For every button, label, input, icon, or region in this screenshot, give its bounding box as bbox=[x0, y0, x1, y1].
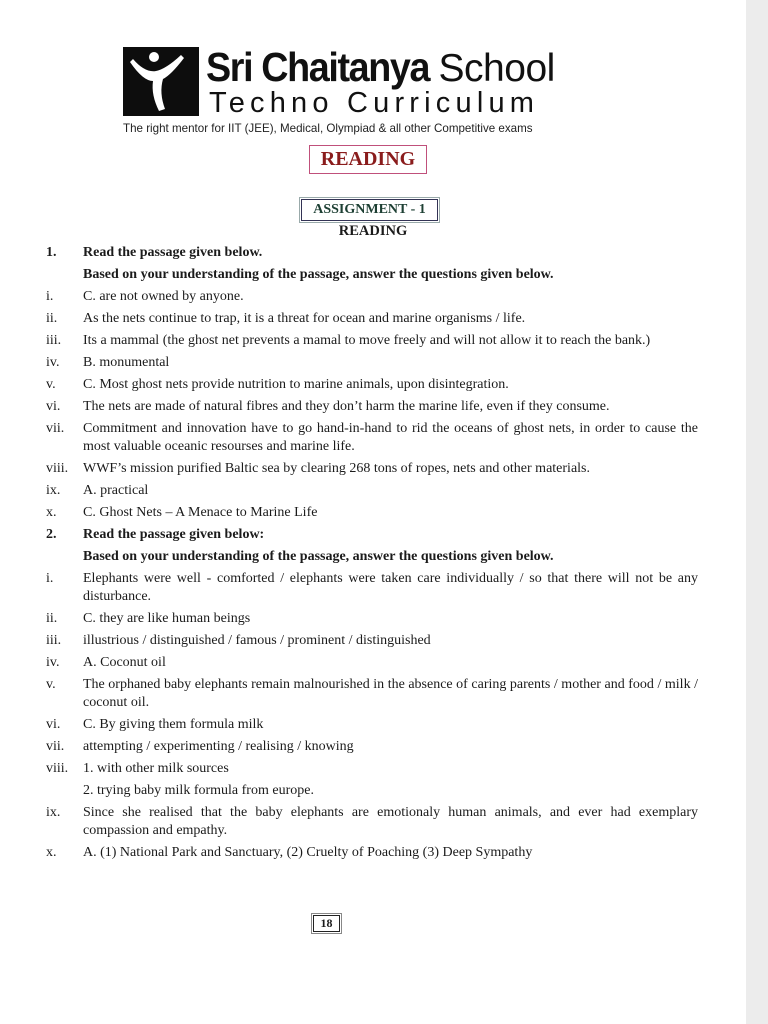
answer-number: v. bbox=[46, 377, 56, 392]
answer-row bbox=[46, 654, 698, 672]
subheading: READING bbox=[338, 223, 408, 239]
page-number: 18 bbox=[313, 915, 340, 932]
answer-number: ii. bbox=[46, 311, 58, 326]
answer-number: ii. bbox=[46, 611, 58, 626]
answer-row bbox=[46, 376, 698, 394]
answer-text: illustrious / distinguished / famous / prominent / distinguished bbox=[83, 633, 431, 648]
answer-number: iv. bbox=[46, 355, 60, 370]
answer-number: vi. bbox=[46, 717, 61, 732]
brand-title bbox=[206, 44, 555, 88]
answer-row bbox=[46, 310, 698, 328]
answer-number: vii. bbox=[46, 421, 65, 436]
brand-subtitle: Techno Curriculum bbox=[209, 87, 540, 119]
answer-text: WWF’s mission purified Baltic sea by clearing 268 tons of ropes, nets and other materials. bbox=[83, 461, 590, 476]
answer-number: ix. bbox=[46, 483, 61, 498]
answer-number: vii. bbox=[46, 739, 65, 754]
answer-row bbox=[46, 244, 698, 262]
answer-number: viii. bbox=[46, 761, 69, 776]
page-edge bbox=[746, 0, 768, 1024]
answer-text: Since she realised that the baby elephants are emotionaly human animals, and ever had exemplary compassion and empathy. bbox=[83, 805, 698, 838]
answer-row bbox=[46, 266, 698, 284]
answer-row bbox=[46, 482, 698, 500]
answer-text: The orphaned baby elephants remain malnourished in the absence of caring parents / mother and food / milk / coconut oil. bbox=[83, 677, 698, 710]
answer-text: 1. with other milk sources bbox=[83, 761, 229, 776]
answer-row bbox=[46, 716, 698, 734]
answer-text: Elephants were well - comforted / elephants were taken care individually / so that there will not be any disturbance. bbox=[83, 571, 698, 604]
answer-row bbox=[46, 738, 698, 756]
answer-row bbox=[46, 332, 698, 350]
answer-row bbox=[46, 760, 698, 778]
logo-figure-icon bbox=[123, 47, 199, 116]
answer-text: C. are not owned by anyone. bbox=[83, 289, 244, 304]
answer-row bbox=[46, 460, 698, 478]
answer-number: iv. bbox=[46, 655, 60, 670]
answer-text: C. Most ghost nets provide nutrition to marine animals, upon disintegration. bbox=[83, 377, 509, 392]
answer-text: Its a mammal (the ghost net prevents a mamal to move freely and will not allow it to reach the bank.) bbox=[83, 333, 651, 348]
answer-number: iii. bbox=[46, 333, 62, 348]
answer-row bbox=[46, 354, 698, 372]
answer-number bbox=[46, 782, 83, 800]
answer-row bbox=[46, 420, 698, 456]
answer-number bbox=[46, 266, 83, 284]
answer-number: viii. bbox=[46, 461, 69, 476]
answer-number: ix. bbox=[46, 805, 61, 820]
answer-number: x. bbox=[46, 845, 57, 860]
answer-row bbox=[46, 676, 698, 712]
answer-number: iii. bbox=[46, 633, 62, 648]
answer-text: A. Coconut oil bbox=[83, 655, 166, 670]
answer-row bbox=[46, 844, 698, 862]
answer-text: 2. trying baby milk formula from europe. bbox=[83, 783, 314, 798]
answer-text: A. practical bbox=[83, 483, 149, 498]
answer-number: x. bbox=[46, 505, 57, 520]
answer-text: Based on your understanding of the passage, answer the questions given below. bbox=[83, 549, 554, 564]
answer-number: i. bbox=[46, 571, 54, 586]
answer-text: As the nets continue to trap, it is a threat for ocean and marine organisms / life. bbox=[83, 311, 526, 326]
answer-row bbox=[46, 526, 698, 544]
answer-text: Read the passage given below: bbox=[83, 527, 265, 542]
answer-number: i. bbox=[46, 289, 54, 304]
answer-text: The nets are made of natural fibres and they don’t harm the marine life, even if they consume. bbox=[83, 399, 610, 414]
answer-text: B. monumental bbox=[83, 355, 170, 370]
assignment-label: ASSIGNMENT - 1 bbox=[301, 199, 438, 221]
answer-text: Read the passage given below. bbox=[83, 245, 263, 260]
section-title: READING bbox=[309, 145, 427, 174]
brand-tagline: The right mentor for IIT (JEE), Medical, Olympiad & all other Competitive exams bbox=[123, 122, 533, 135]
answer-number bbox=[46, 548, 83, 566]
answer-text: C. Ghost Nets – A Menace to Marine Life bbox=[83, 505, 318, 520]
answer-number: vi. bbox=[46, 399, 61, 414]
answer-row bbox=[46, 782, 698, 800]
answer-row bbox=[46, 398, 698, 416]
brand-school: School bbox=[438, 47, 555, 90]
answer-row bbox=[46, 570, 698, 606]
answer-number: 2. bbox=[46, 527, 57, 542]
school-logo bbox=[123, 47, 199, 116]
brand-name: Sri Chaitanya bbox=[206, 44, 430, 90]
answer-text: C. they are like human beings bbox=[83, 611, 251, 626]
answer-text: A. (1) National Park and Sanctuary, (2) Cruelty of Poaching (3) Deep Sympathy bbox=[83, 845, 533, 860]
answer-number: 1. bbox=[46, 245, 57, 260]
answer-row bbox=[46, 504, 698, 522]
answer-text: Based on your understanding of the passage, answer the questions given below. bbox=[83, 267, 554, 282]
answer-row bbox=[46, 804, 698, 840]
answer-number: v. bbox=[46, 677, 56, 692]
answer-text: Commitment and innovation have to go hand-in-hand to rid the oceans of ghost nets, in order to cause the most valuable oceanic resourses and marine life. bbox=[83, 421, 698, 454]
answer-text: attempting / experimenting / realising / knowing bbox=[83, 739, 354, 754]
answer-list bbox=[46, 244, 698, 866]
answer-text: C. By giving them formula milk bbox=[83, 717, 264, 732]
answer-row bbox=[46, 632, 698, 650]
answer-row bbox=[46, 288, 698, 306]
answer-row bbox=[46, 610, 698, 628]
answer-row bbox=[46, 548, 698, 566]
